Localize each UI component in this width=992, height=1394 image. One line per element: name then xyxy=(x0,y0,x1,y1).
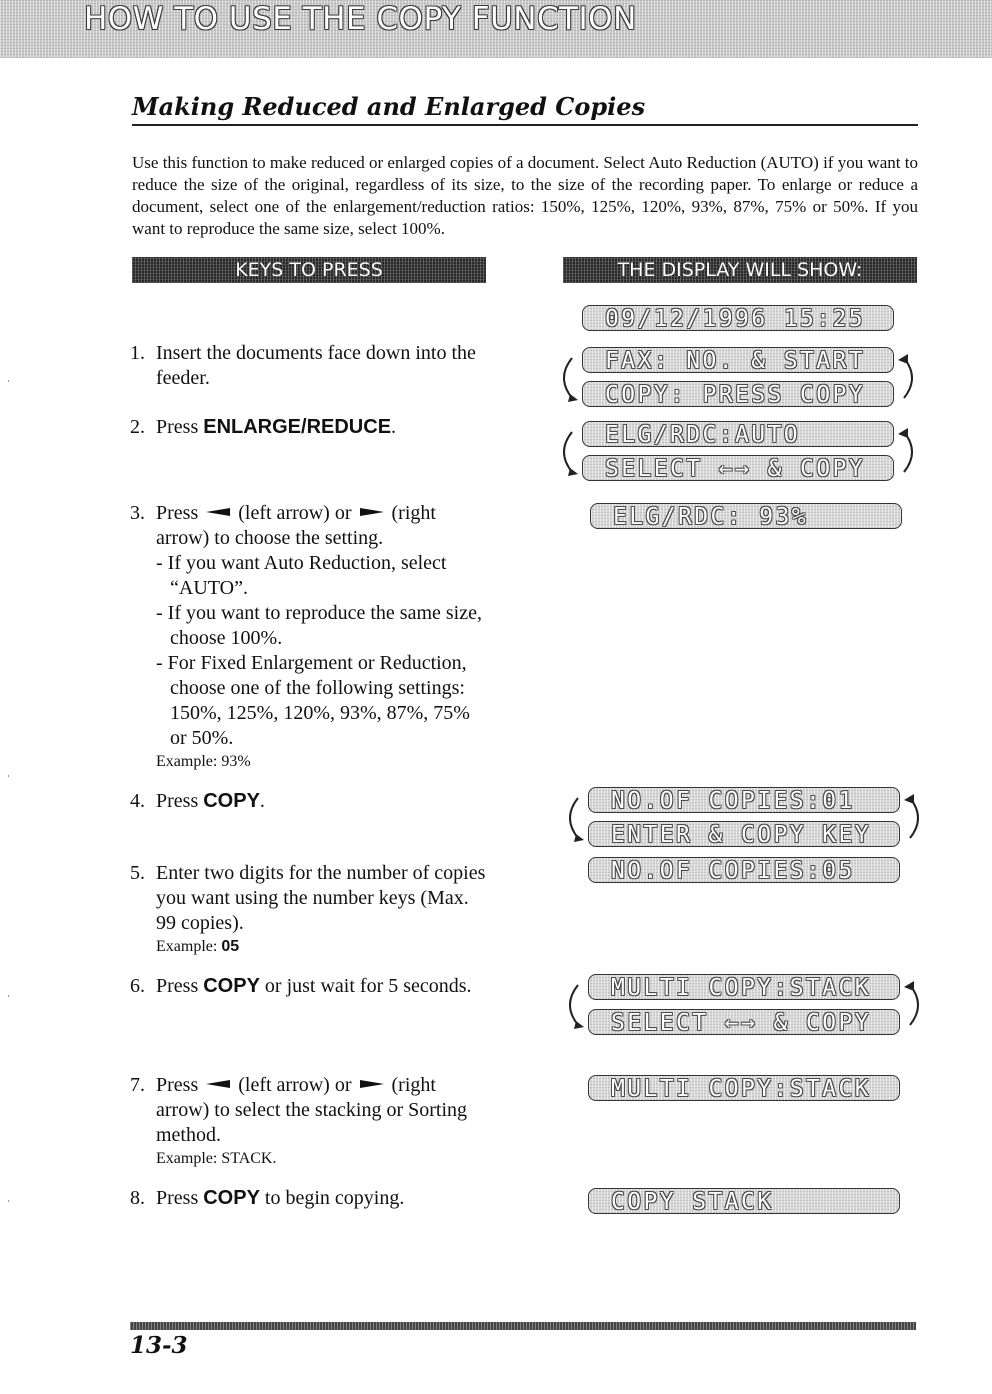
margin-mark xyxy=(8,775,9,777)
cycle-arrows-icon xyxy=(558,975,930,1035)
step-number: 6. xyxy=(130,975,145,997)
bullet-fixed: - For Fixed Enlargement or Reduction, choose one of the following settings: 150%, 125%, 120%, 93%, 87%, 75% or 50%. xyxy=(156,652,470,749)
step-text: Insert the documents face down into the feeder. xyxy=(156,342,476,389)
cycle-arrows-icon xyxy=(552,348,924,408)
step-text-end: . xyxy=(391,416,397,438)
step-text-end: (right arrow) to choose the setting. xyxy=(156,502,436,549)
right-arrow-icon xyxy=(360,508,384,516)
example xyxy=(156,936,486,958)
keys-to-press-header: KEYS TO PRESS xyxy=(132,257,486,283)
step-number: 5. xyxy=(130,862,145,884)
lcd-copies-05: NO.OF COPIES:05 xyxy=(588,857,900,883)
lcd-multi-stack: MULTI COPY:STACK xyxy=(588,1075,900,1101)
step-text-end: (right arrow) to select the stacking or Sorting method. xyxy=(156,1074,468,1146)
step-text-mid: (left arrow) or xyxy=(238,502,352,524)
step-text: Press xyxy=(156,502,199,524)
chapter-title: HOW TO USE THE COPY FUNCTION xyxy=(84,1,637,37)
step-3 xyxy=(130,501,486,773)
left-arrow-icon xyxy=(206,1080,230,1088)
step-text: Press xyxy=(156,975,204,997)
lcd-select-copy: SELECT ←→ & COPY xyxy=(582,455,894,481)
right-arrow-icon xyxy=(360,1080,384,1088)
step-number: 8. xyxy=(130,1187,145,1209)
header-banner xyxy=(0,0,992,58)
copy-key: COPY xyxy=(203,790,260,812)
example-label: Example: xyxy=(156,938,222,955)
display-will-show-header: THE DISPLAY WILL SHOW: xyxy=(563,257,917,283)
step-text: Press xyxy=(156,416,204,438)
example: Example: 93% xyxy=(156,753,251,770)
lcd-copy-press: COPY: PRESS COPY xyxy=(582,381,894,407)
lcd-fax-start: FAX: NO. & START xyxy=(582,347,894,373)
step-number: 2. xyxy=(130,416,145,438)
bullet-same-size: - If you want to reproduce the same size, choose 100%. xyxy=(156,602,482,649)
section-title: Making Reduced and Enlarged Copies xyxy=(132,92,646,121)
step-text: Enter two digits for the number of copies you want using the number keys (Max. 99 copies). xyxy=(156,862,486,934)
page-number: 13-3 xyxy=(130,1332,188,1359)
lcd-copy-stack: COPY STACK xyxy=(588,1188,900,1214)
step-text-end: . xyxy=(259,790,265,812)
lcd-elg-93: ELG/RDC: 93% xyxy=(590,503,902,529)
step-2 xyxy=(130,415,486,440)
footer-rule xyxy=(130,1322,916,1330)
step-number: 4. xyxy=(130,790,145,812)
cycle-arrows-icon xyxy=(552,422,924,482)
example-key: 05 xyxy=(221,938,240,955)
margin-mark xyxy=(8,380,9,382)
step-8 xyxy=(130,1186,486,1211)
margin-mark xyxy=(8,995,9,997)
step-text-end: or just wait for 5 seconds. xyxy=(259,975,472,997)
lcd-multi-stack: MULTI COPY:STACK xyxy=(588,974,900,1000)
enlarge-reduce-key: ENLARGE/REDUCE xyxy=(203,416,392,438)
step-7 xyxy=(130,1073,486,1170)
lcd-copies-01: NO.OF COPIES:01 xyxy=(588,787,900,813)
copy-key: COPY xyxy=(203,1187,260,1209)
step-1 xyxy=(130,341,486,391)
step-number: 1. xyxy=(130,342,145,364)
title-rule xyxy=(132,124,918,126)
step-5 xyxy=(130,861,486,958)
lcd-select-copy: SELECT ←→ & COPY xyxy=(588,1009,900,1035)
step-text: Press xyxy=(156,790,204,812)
lcd-date: 09/12/1996 15:25 xyxy=(582,305,894,331)
step-text-end: to begin copying. xyxy=(259,1187,405,1209)
margin-mark xyxy=(8,1200,9,1202)
cycle-arrows-icon xyxy=(558,788,930,848)
step-6 xyxy=(130,974,486,999)
bullet-auto: - If you want Auto Reduction, select “AUTO”. xyxy=(156,552,447,599)
step-number: 7. xyxy=(130,1074,145,1096)
lcd-elg-auto: ELG/RDC:AUTO xyxy=(582,421,894,447)
lcd-enter-copy-key: ENTER & COPY KEY xyxy=(588,821,900,847)
intro-paragraph: Use this function to make reduced or enlarged copies of a document. Select Auto Reduction (AUTO) if you want to reduce the size of the original, regardless of its size, to the size of the recording paper. To enlarge or reduce a document, select one of the enlargement/reduction ratios: 150%, 125%, 120%, 93%, 87%, 75% or 50%. If you want to reproduce the same size, select 100%. xyxy=(132,153,918,238)
step-text: Press xyxy=(156,1187,204,1209)
step-number: 3. xyxy=(130,502,145,524)
step-4 xyxy=(130,789,486,814)
copy-key: COPY xyxy=(203,975,260,997)
example: Example: STACK. xyxy=(156,1150,277,1167)
step-text: Press xyxy=(156,1074,199,1096)
step-text-mid: (left arrow) or xyxy=(238,1074,352,1096)
left-arrow-icon xyxy=(206,508,230,516)
